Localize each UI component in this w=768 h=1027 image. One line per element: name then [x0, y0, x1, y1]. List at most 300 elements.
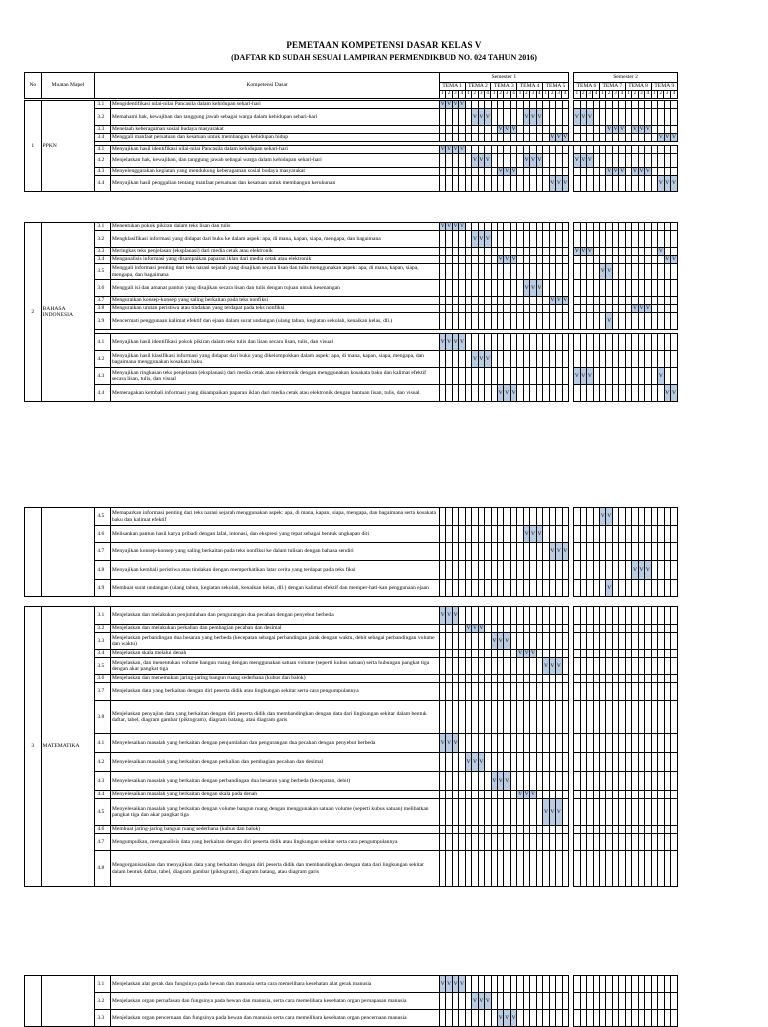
- week-check-cell: V: [472, 154, 478, 168]
- week-check-cell: V: [453, 101, 458, 108]
- header-week: 1: [651, 91, 657, 99]
- kd-row: [25, 126, 678, 134]
- kd-code: 4.3: [95, 368, 111, 385]
- week-check-cell: V: [550, 134, 555, 141]
- header-week: 1: [491, 91, 497, 99]
- kd-description: Menggali informasi penting dari teks narasi sejarah yang disajikan secara lisan dan tulis menggunakan aspek: apa, di mana, kapan, siapa, mengapa, dan bagaimana: [110, 264, 439, 280]
- header-week: 1: [517, 91, 523, 99]
- kd-row: [25, 799, 678, 826]
- week-check-cell: V: [606, 264, 612, 280]
- kd-row: [25, 826, 678, 834]
- week-check-cell: V: [511, 126, 516, 133]
- week-check-cell: V: [485, 154, 491, 168]
- kd-code: 3.3: [95, 248, 111, 256]
- kd-description: Menyajikan kembali peristiwa atau tindakan dengan memperhatikan latar cerita yang terdapat pada teks fiksi: [110, 561, 439, 580]
- week-check-cell: V: [672, 256, 676, 263]
- header-week: 3: [664, 91, 670, 99]
- week-check-cell: V: [478, 154, 484, 168]
- week-check-cell: V: [523, 280, 529, 297]
- header-subject: Muatan Mapel: [41, 73, 95, 99]
- week-check-cell: V: [498, 385, 504, 402]
- week-check-cell: V: [472, 993, 478, 1010]
- week-check-cell: V: [485, 351, 491, 368]
- week-check-cell: V: [452, 734, 458, 753]
- kd-code: 4.1: [95, 334, 111, 351]
- kd-description: Menjelaskan hak, kewajiban, dan tanggung jawab sebagai warga dalam kehidupan sehari-hari: [110, 154, 439, 168]
- kd-row: [25, 561, 678, 580]
- week-check-cell: V: [536, 109, 542, 126]
- week-check-cell: V: [510, 385, 516, 402]
- week-cell: [670, 734, 677, 753]
- kd-code: 3.4: [95, 134, 111, 142]
- kd-code: 3.3: [95, 126, 111, 134]
- week-cell: [670, 508, 677, 526]
- week-check-cell: V: [530, 154, 536, 168]
- header-week: 2: [549, 91, 555, 99]
- week-check-cell: V: [465, 753, 471, 772]
- kd-row: [25, 650, 678, 658]
- week-check-cell: V: [672, 134, 676, 141]
- header-week: 2: [606, 91, 612, 99]
- header-theme: TEMA 7: [599, 83, 625, 91]
- week-check-cell: V: [531, 791, 536, 798]
- header-week: 3: [504, 91, 510, 99]
- week-check-cell: V: [580, 109, 586, 126]
- kd-code: 3.4: [95, 650, 111, 658]
- header-week: 4: [536, 91, 542, 99]
- week-cell: [670, 675, 677, 683]
- week-check-cell: V: [498, 126, 503, 133]
- kd-code: 4.7: [95, 543, 111, 561]
- kd-code: 4.2: [95, 753, 111, 772]
- week-cell: [670, 607, 677, 625]
- header-week: 3: [478, 91, 484, 99]
- week-check-cell: V: [523, 526, 529, 543]
- week-check-cell: V: [459, 334, 465, 351]
- header-week: 1: [465, 91, 471, 99]
- week-cell: [670, 834, 677, 851]
- kd-description: Menyajikan hasil klasifikasi informasi yang didapat dari buku yang dikelompokkan dalam aspek: apa, di mana, kapan, siapa, mengapa, dan bagaimana menggunakan kosakata baku: [110, 351, 439, 368]
- kd-code: 3.1: [95, 101, 111, 109]
- week-check-cell: V: [658, 248, 663, 255]
- week-check-cell: V: [523, 154, 529, 168]
- week-cell: [670, 154, 677, 168]
- kd-row: [25, 248, 678, 256]
- week-check-cell: V: [536, 280, 542, 297]
- header-week: 3: [587, 91, 593, 99]
- kd-description: Menggali manfaat persatuan dan kesatuan untuk membangun kehidupan hidup: [110, 134, 439, 142]
- week-check-cell: V: [479, 625, 484, 632]
- week-check-cell: V: [472, 351, 478, 368]
- week-check-cell: V: [645, 305, 650, 312]
- week-check-cell: V: [670, 385, 677, 402]
- week-check-cell: V: [556, 799, 562, 826]
- kd-description: Menyelesaikan masalah yang berkaitan dengan perkalian dan pembagian pecahan dan desimal: [110, 753, 439, 772]
- kd-code: 3.7: [95, 683, 111, 701]
- week-check-cell: V: [453, 223, 458, 230]
- week-check-cell: V: [556, 658, 562, 675]
- kd-code: 4.8: [95, 561, 111, 580]
- kd-code: 3.9: [95, 313, 111, 330]
- week-cell: [670, 826, 677, 834]
- header-week: 4: [562, 91, 569, 99]
- kd-description: Menyelesaikan masalah yang berkaitan dengan penjumlahan dan pengurangan dua pecahan dengan penyebut berbeda: [110, 734, 439, 753]
- kd-row: [25, 633, 678, 650]
- week-cell: [670, 334, 677, 351]
- kd-code: 4.3: [95, 772, 111, 791]
- week-check-cell: V: [531, 650, 536, 657]
- week-check-cell: V: [562, 176, 568, 192]
- week-check-cell: V: [452, 607, 458, 625]
- kd-row: [25, 734, 678, 753]
- row-number: [25, 976, 42, 1027]
- kd-code: 3.6: [95, 675, 111, 683]
- week-check-cell: V: [665, 256, 670, 263]
- week-check-cell: V: [580, 368, 586, 385]
- week-cell: [670, 772, 677, 791]
- kd-description: Menjelaskan dan menemukan jaring-jaring bangun ruang sederhana (kubus dan balok): [110, 675, 439, 683]
- week-check-cell: V: [658, 134, 663, 141]
- kd-row: [25, 305, 678, 313]
- week-check-cell: V: [440, 223, 445, 230]
- week-check-cell: V: [556, 176, 562, 192]
- week-cell: [670, 561, 677, 580]
- week-check-cell: V: [645, 168, 650, 175]
- kd-description: Menjelaskan skala melalui denah: [110, 650, 439, 658]
- kd-description: Menyelesaikan masalah yang berkaitan dengan volume bangun ruang dengan menggunakan satuan volume (seperti kubus satuan) melibatkan pangkat tiga dan akar pangkat tiga: [110, 799, 439, 826]
- week-check-cell: V: [658, 176, 664, 192]
- week-check-cell: V: [633, 168, 637, 175]
- kd-row: [25, 580, 678, 597]
- kd-row: [25, 297, 678, 305]
- kd-description: Meringkas teks penjelasan (eksplanasi) dari media cetak atau elektronik: [110, 248, 439, 256]
- kd-row: [25, 256, 678, 264]
- kd-row: [25, 313, 678, 330]
- kd-code: 4.4: [95, 176, 111, 192]
- week-check-cell: V: [466, 625, 471, 632]
- week-check-cell: V: [452, 334, 458, 351]
- week-check-cell: V: [439, 976, 445, 993]
- kd-code: 4.1: [95, 734, 111, 753]
- week-check-cell: V: [574, 109, 580, 126]
- week-check-cell: V: [556, 134, 561, 141]
- header-week: 3: [638, 91, 644, 99]
- header-week: 4: [510, 91, 516, 99]
- kd-description: Menjelaskan, dan menentukan volume bangun ruang dengan menggunakan satuan volume (seperti kubus satuan) serta hubungan pangkat tiga dengan akar pangkat tiga: [110, 658, 439, 675]
- week-check-cell: V: [478, 753, 484, 772]
- kd-description: Membuat jaring-jaring bangun ruang sederhana (kubus dan balok): [110, 826, 439, 834]
- kd-row: [25, 231, 678, 248]
- week-check-cell: V: [478, 109, 484, 126]
- week-cell: [670, 264, 677, 280]
- page-title: PEMETAAN KOMPETENSI DASAR KELAS V: [286, 40, 482, 50]
- kd-description: Menganalisis informasi yang disampaikan paparan iklan dari media cetak atau elektronik: [110, 256, 439, 264]
- header-week: 2: [472, 91, 478, 99]
- kd-row: [25, 701, 678, 734]
- header-week: 3: [530, 91, 536, 99]
- week-cell: [670, 543, 677, 561]
- week-check-cell: V: [504, 1010, 510, 1027]
- kd-description: Melisankan pantun hasil karya pribadi dengan lafal, intonasi, dan ekspresi yang tepat sebagai bentuk ungkapan diri: [110, 526, 439, 543]
- week-cell: [670, 368, 677, 385]
- week-check-cell: V: [447, 223, 452, 230]
- header-week: 4: [459, 91, 465, 99]
- week-check-cell: V: [581, 248, 586, 255]
- week-cell: [670, 248, 677, 256]
- kd-row: [25, 658, 678, 675]
- kd-code: 3.5: [95, 264, 111, 280]
- week-check-cell: V: [460, 101, 465, 108]
- week-check-cell: V: [478, 993, 484, 1010]
- week-check-cell: V: [446, 734, 452, 753]
- week-check-cell: V: [439, 607, 445, 625]
- week-check-cell: V: [447, 146, 452, 153]
- week-check-cell: V: [574, 248, 579, 255]
- week-cell: [670, 753, 677, 772]
- kd-row: [25, 334, 678, 351]
- week-cell: [670, 305, 677, 313]
- week-check-cell: V: [491, 772, 497, 791]
- kd-code: 3.3: [95, 1010, 111, 1027]
- kd-row: [25, 993, 678, 1010]
- kd-row: [25, 280, 678, 297]
- week-cell: [670, 580, 677, 597]
- week-cell: [670, 297, 677, 305]
- week-check-cell: V: [549, 799, 555, 826]
- header-week: 3: [612, 91, 618, 99]
- week-check-cell: V: [639, 126, 644, 133]
- kd-code: 3.2: [95, 231, 111, 248]
- week-check-cell: V: [498, 633, 504, 650]
- header-week: 1: [574, 91, 580, 99]
- row-number: 3: [25, 607, 42, 887]
- table-section: [24, 507, 678, 597]
- week-check-cell: V: [460, 223, 465, 230]
- kd-row: [25, 134, 678, 142]
- header-week: 2: [497, 91, 503, 99]
- week-check-cell: V: [645, 126, 650, 133]
- week-check-cell: V: [606, 508, 612, 526]
- kd-description: Mengklasifikasi informasi yang didapat dari buku ke dalam aspek: apa, di mana, kapan, siapa, mengapa, dan bagaimana: [110, 231, 439, 248]
- page-subtitle: (DAFTAR KD SUDAH SESUAI LAMPIRAN PERMENDIKBUD NO. 024 TAHUN 2016): [231, 53, 537, 62]
- week-check-cell: V: [511, 168, 516, 175]
- week-check-cell: V: [478, 231, 484, 248]
- week-check-cell: V: [530, 109, 536, 126]
- kd-description: Menyajikan hasil identifikasi pokok pikiran dalam teks tulis dan lisan secara lisan, tulis, dan visual: [110, 334, 439, 351]
- header-week: 2: [523, 91, 529, 99]
- week-cell: [670, 351, 677, 368]
- table-section: [24, 100, 678, 192]
- kd-code: 3.1: [95, 223, 111, 231]
- week-check-cell: V: [574, 154, 580, 168]
- week-check-cell: V: [638, 561, 644, 580]
- week-cell: [670, 976, 677, 993]
- week-cell: [670, 168, 677, 176]
- week-check-cell: V: [472, 625, 477, 632]
- kd-code: 4.4: [95, 791, 111, 799]
- week-check-cell: V: [574, 368, 580, 385]
- kd-row: [25, 109, 678, 126]
- kd-description: Menjelaskan penyajian data yang berkaitan dengan diri peserta didik dan membandingkan dengan data dari lingkungan sekitar dalam bentuk daftar, tabel, diagram gambar (piktogram), diagram batang, atau diagram garis: [110, 701, 439, 734]
- kd-row: [25, 675, 678, 683]
- kd-code: 3.3: [95, 633, 111, 650]
- header-week: 4: [670, 91, 677, 99]
- header-semester-2: Semester 2: [574, 73, 678, 83]
- kd-description: Mencermati penggunaan kalimat efektif dan ejaan dalam surat undangan (ulang tahun, kegiatan sekolah, kenaikan kelas, dll.): [110, 313, 439, 330]
- week-check-cell: V: [549, 176, 555, 192]
- kd-code: 4.2: [95, 351, 111, 368]
- table-section: [24, 975, 678, 1027]
- week-check-cell: V: [485, 109, 491, 126]
- week-check-cell: V: [543, 799, 549, 826]
- subject-name: PPKN: [41, 101, 95, 192]
- week-check-cell: V: [639, 168, 644, 175]
- kd-row: [25, 168, 678, 176]
- kd-description: Menjelaskan dan melakukan perkalian dan pembagian pecahan dan desimal: [110, 625, 439, 633]
- week-cell: [670, 223, 677, 231]
- week-cell: [670, 625, 677, 633]
- kd-code: 4.3: [95, 168, 111, 176]
- week-cell: [670, 146, 677, 154]
- week-check-cell: V: [664, 176, 670, 192]
- kd-code: 3.2: [95, 993, 111, 1010]
- header-theme: TEMA 4: [517, 83, 543, 91]
- kd-code: 4.2: [95, 154, 111, 168]
- row-number: 2: [25, 223, 42, 402]
- header-week: 4: [593, 91, 599, 99]
- week-check-cell: V: [498, 1010, 504, 1027]
- week-check-cell: V: [472, 109, 478, 126]
- kd-code: 3.7: [95, 297, 111, 305]
- week-check-cell: V: [446, 607, 452, 625]
- kd-description: Menjelaskan alat gerak dan fungsinya pada hewan dan manusia serta cara memelihara kesehatan alat gerak manusia: [110, 976, 439, 993]
- week-cell: [670, 126, 677, 134]
- kd-description: Menjelaskan dan melakukan penjumlahan dan pengurangan dua pecahan dengan penyebut berbeda: [110, 607, 439, 625]
- week-check-cell: V: [587, 368, 593, 385]
- week-check-cell: V: [460, 146, 465, 153]
- week-cell: [670, 109, 677, 126]
- week-check-cell: V: [446, 334, 452, 351]
- header-week: 3: [452, 91, 458, 99]
- header-week: 3: [555, 91, 561, 99]
- week-check-cell: V: [562, 543, 568, 561]
- kd-code: 4.5: [95, 508, 111, 526]
- week-cell: [670, 799, 677, 826]
- kd-code: 4.4: [95, 385, 111, 402]
- week-check-cell: V: [600, 508, 606, 526]
- kd-description: Menyajikan hasil penggalian tentang manfaat persatuan dan kesatuan untuk membangun kerukunan: [110, 176, 439, 192]
- week-check-cell: V: [563, 297, 568, 304]
- week-cell: [670, 526, 677, 543]
- kd-description: Menguraikan urutan peristiwa atau tindakan yang terdapat pada teks nonfiksi: [110, 305, 439, 313]
- week-check-cell: V: [587, 248, 592, 255]
- kd-code: 4.5: [95, 799, 111, 826]
- week-check-cell: V: [536, 526, 542, 543]
- week-check-cell: V: [524, 791, 529, 798]
- week-check-cell: V: [440, 101, 445, 108]
- week-check-cell: V: [550, 297, 555, 304]
- kd-description: Menjelaskan perbandingan dua besaran yang berbeda (kecepatan sebagai perbandingan jarak dengan waktu, debit sebagai perbandingan volume dan waktu): [110, 633, 439, 650]
- kd-description: Memahami hak, kewajiban dan tanggung jawab sebagai warga dalam kehidupan sehari-hari: [110, 109, 439, 126]
- table-header: [24, 72, 678, 99]
- week-check-cell: V: [563, 134, 568, 141]
- header-week: 2: [446, 91, 452, 99]
- week-check-cell: V: [498, 168, 503, 175]
- week-cell: [670, 658, 677, 675]
- week-check-cell: V: [530, 280, 536, 297]
- kd-description: Memeragakan kembali informasi yang disampaikan paparan iklan dari media cetak atau elektronik dengan bantuan lisan, tulis, dan visual: [110, 385, 439, 402]
- header-week: 4: [484, 91, 490, 99]
- kd-row: [25, 753, 678, 772]
- week-cell: [670, 280, 677, 297]
- week-check-cell: V: [472, 231, 478, 248]
- week-check-cell: V: [607, 168, 612, 175]
- kd-code: 3.1: [95, 607, 111, 625]
- kd-description: Menentukan pokok pikiran dalam teks lisan dan tulis: [110, 223, 439, 231]
- week-check-cell: V: [587, 154, 593, 168]
- header-week: 1: [439, 91, 445, 99]
- header-week: 1: [543, 91, 549, 99]
- kd-row: [25, 368, 678, 385]
- kd-row: [25, 834, 678, 851]
- week-check-cell: V: [518, 791, 523, 798]
- week-check-cell: V: [556, 297, 561, 304]
- week-check-cell: V: [620, 126, 625, 133]
- kd-row: [25, 385, 678, 402]
- week-check-cell: V: [536, 154, 542, 168]
- header-theme: TEMA 1: [439, 83, 465, 91]
- kd-row: [25, 351, 678, 368]
- week-check-cell: V: [670, 176, 677, 192]
- header-semester-1: Semester 1: [439, 73, 568, 83]
- week-check-cell: V: [446, 976, 452, 993]
- week-cell: [670, 650, 677, 658]
- week-check-cell: V: [523, 109, 529, 126]
- week-check-cell: V: [600, 264, 606, 280]
- header-theme: TEMA 5: [543, 83, 569, 91]
- kd-code: 3.2: [95, 625, 111, 633]
- week-check-cell: V: [607, 126, 612, 133]
- week-check-cell: V: [665, 134, 670, 141]
- kd-row: [25, 146, 678, 154]
- kd-code: 3.8: [95, 701, 111, 734]
- kd-description: Menjelaskan organ pencernaan dan fungsinya pada hewan dan manusia serta cara memelihara kesehatan organ pencernaan manusia: [110, 1010, 439, 1027]
- kd-row: [25, 851, 678, 887]
- header-theme: TEMA 6: [574, 83, 600, 91]
- week-check-cell: V: [658, 368, 664, 385]
- kd-description: Menggali isi dan amanat pantun yang disajikan secara lisan dan tulis dengan tujuan untuk kesenangan: [110, 280, 439, 297]
- kd-code: 4.6: [95, 526, 111, 543]
- week-check-cell: V: [518, 650, 523, 657]
- week-check-cell: V: [439, 734, 445, 753]
- week-check-cell: V: [543, 658, 549, 675]
- week-check-cell: V: [505, 256, 510, 263]
- week-check-cell: V: [505, 126, 510, 133]
- week-cell: [670, 683, 677, 701]
- kd-code: 4.1: [95, 146, 111, 154]
- week-check-cell: V: [472, 753, 478, 772]
- kd-row: [25, 508, 678, 526]
- week-check-cell: V: [485, 993, 491, 1010]
- week-check-cell: V: [485, 231, 491, 248]
- header-week: 2: [657, 91, 663, 99]
- subject-name: [41, 976, 95, 1027]
- header-week: 4: [645, 91, 651, 99]
- kd-row: [25, 264, 678, 280]
- week-check-cell: V: [633, 305, 637, 312]
- week-check-cell: V: [606, 580, 612, 597]
- week-check-cell: V: [639, 305, 644, 312]
